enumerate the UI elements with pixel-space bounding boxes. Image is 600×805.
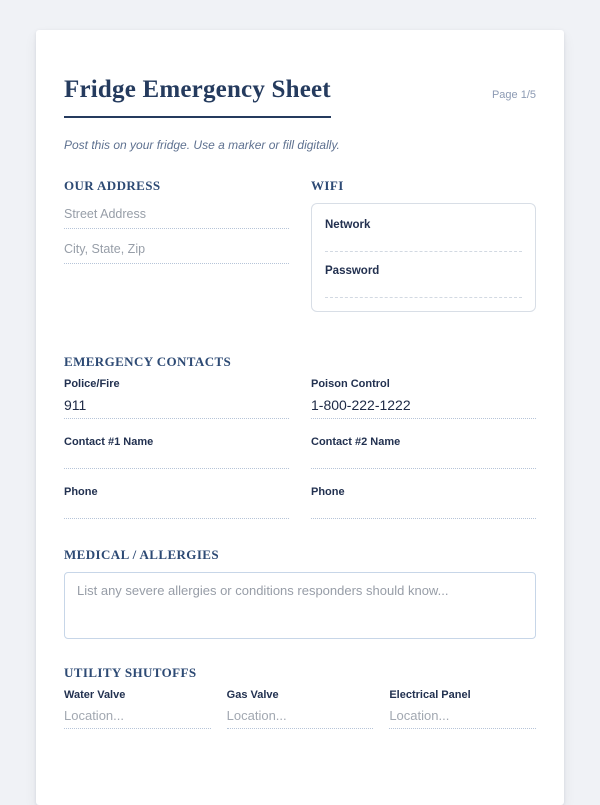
medical-allergies-heading: MEDICAL / ALLERGIES bbox=[64, 547, 219, 562]
water-valve-field bbox=[64, 689, 211, 729]
utility-shutoffs-section bbox=[64, 665, 536, 729]
wifi-box bbox=[311, 203, 536, 312]
contact2-name-field bbox=[311, 436, 536, 469]
contact1-name-write-line[interactable] bbox=[64, 448, 289, 469]
contacts-left-column bbox=[64, 370, 289, 519]
emergency-contacts-section bbox=[64, 354, 536, 519]
page-indicator: Page 1/5 bbox=[491, 89, 536, 101]
street-address-field[interactable]: Street Address bbox=[64, 207, 289, 229]
police-fire-label: Police/Fire bbox=[64, 378, 120, 390]
electrical-panel-label: Electrical Panel bbox=[389, 689, 471, 701]
poison-control-value[interactable]: 1-800-222-1222 bbox=[311, 397, 536, 419]
police-fire-value[interactable]: 911 bbox=[64, 397, 289, 419]
wifi-network-label: Network bbox=[325, 219, 371, 231]
city-state-zip-field[interactable]: City, State, Zip bbox=[64, 242, 289, 264]
electrical-panel-field bbox=[389, 689, 536, 729]
sheet-header bbox=[64, 76, 536, 118]
wifi-network-write-line[interactable] bbox=[325, 231, 522, 252]
page-title: Fridge Emergency Sheet bbox=[64, 76, 331, 118]
gas-valve-label: Gas Valve bbox=[226, 689, 279, 701]
electrical-panel-location-field[interactable]: Location... bbox=[389, 708, 536, 729]
emergency-contacts-heading: EMERGENCY CONTACTS bbox=[64, 354, 232, 369]
address-wifi-row bbox=[64, 178, 536, 312]
contacts-right-column bbox=[311, 370, 536, 519]
contact2-phone-label: Phone bbox=[311, 486, 345, 498]
contact2-phone-field bbox=[311, 486, 536, 519]
gas-valve-location-field[interactable]: Location... bbox=[227, 708, 374, 729]
contact1-phone-label: Phone bbox=[64, 486, 98, 498]
address-section bbox=[64, 178, 289, 312]
wifi-section bbox=[311, 178, 536, 312]
wifi-network-field bbox=[325, 219, 522, 252]
utility-shutoffs-heading: UTILITY SHUTOFFS bbox=[64, 665, 197, 680]
contact1-name-label: Contact #1 Name bbox=[64, 436, 154, 448]
emergency-sheet-card bbox=[36, 30, 564, 805]
gas-valve-field bbox=[227, 689, 374, 729]
contact2-phone-write-line[interactable] bbox=[311, 498, 536, 519]
water-valve-location-field[interactable]: Location... bbox=[64, 708, 211, 729]
medical-allergies-section bbox=[64, 547, 536, 639]
address-heading: OUR ADDRESS bbox=[64, 178, 161, 193]
water-valve-label: Water Valve bbox=[64, 689, 126, 701]
sheet-subtitle: Post this on your fridge. Use a marker or fill digitally. bbox=[64, 138, 340, 152]
wifi-password-label: Password bbox=[325, 265, 380, 277]
wifi-password-field bbox=[325, 265, 522, 298]
contact2-name-write-line[interactable] bbox=[311, 448, 536, 469]
contact2-name-label: Contact #2 Name bbox=[311, 436, 401, 448]
poison-control-field bbox=[311, 378, 536, 419]
wifi-heading: WIFI bbox=[311, 178, 344, 193]
poison-control-label: Poison Control bbox=[311, 378, 390, 390]
contact1-phone-field bbox=[64, 486, 289, 519]
utility-shutoffs-grid bbox=[64, 689, 536, 729]
wifi-password-write-line[interactable] bbox=[325, 277, 522, 298]
emergency-contacts-grid bbox=[64, 370, 536, 519]
police-fire-field bbox=[64, 378, 289, 419]
contact1-name-field bbox=[64, 436, 289, 469]
contact1-phone-write-line[interactable] bbox=[64, 498, 289, 519]
medical-allergies-textarea[interactable]: List any severe allergies or conditions responders should know... bbox=[64, 572, 536, 639]
